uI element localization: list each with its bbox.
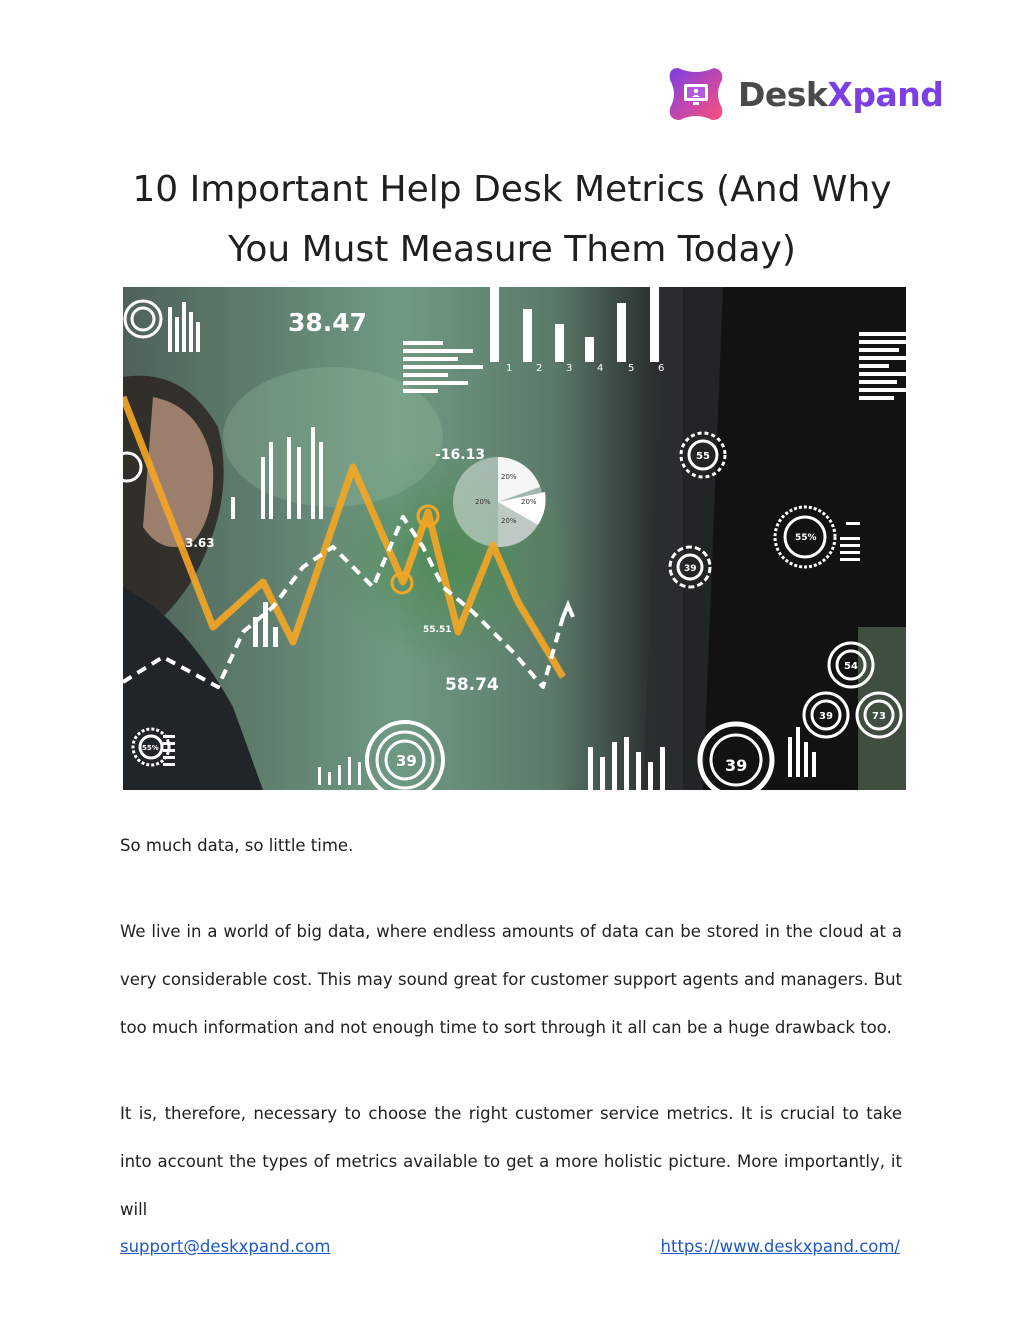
gauge-value: 55 [696,451,710,462]
body-paragraph-1: So much data, so little time. [120,836,354,855]
brand-name-part2: Xpand [827,74,944,114]
deskxpand-logo[interactable] [664,60,944,128]
article-title: 10 Important Help Desk Metrics (And Why You Must Measure Them Today) [132,169,892,270]
metric-label: 38.47 [288,308,368,337]
axis-tick: 6 [658,363,665,374]
axis-tick: 2 [536,363,543,374]
axis-tick: 5 [628,363,635,374]
axis-tick: 3 [566,363,573,374]
hero-image [123,287,906,790]
metric-label: -16.13 [435,447,486,463]
brand-name [738,75,943,114]
gauge-value: 55% [795,533,817,543]
gauge-value: 39 [396,752,417,770]
support-email-link[interactable]: support@deskxpand.com [120,1237,331,1256]
body-paragraph-2: We live in a world of big data, where endless amounts of data can be stored in the cloud at a very considerable cost. This may sound great for customer support agents and managers. But too much information and not enough time to sort through it all can be a huge drawback too. [120,922,902,1037]
brand-name-part1: Desk [738,74,828,114]
gauge-value: 39 [725,756,748,775]
metric-label: 58.74 [445,675,499,695]
axis-tick: 1 [506,363,513,374]
pie-label: 20% [501,517,517,525]
pie-label: 20% [521,498,537,506]
axis-tick: 4 [597,363,604,374]
pie-label: 20% [475,498,491,506]
gauge-value: 55% [142,744,159,752]
gauge-value: 54 [844,661,858,672]
gauge-value: 73 [872,711,886,722]
metric-label: 3.63 [185,536,215,550]
metric-label: 55.51 [423,625,452,635]
hero-illustration [123,287,906,790]
body-paragraph-3: It is, therefore, necessary to choose the right customer service metrics. It is crucial to take into account the types of metrics available to get a more holistic picture. More importantly, it will [120,1104,902,1219]
pie-label: 20% [501,473,517,481]
website-link[interactable]: https://www.deskxpand.com/ [660,1237,900,1256]
gauge-value: 39 [684,564,697,574]
gauge-value: 39 [819,711,833,722]
deskxpand-logo-icon [664,62,728,126]
